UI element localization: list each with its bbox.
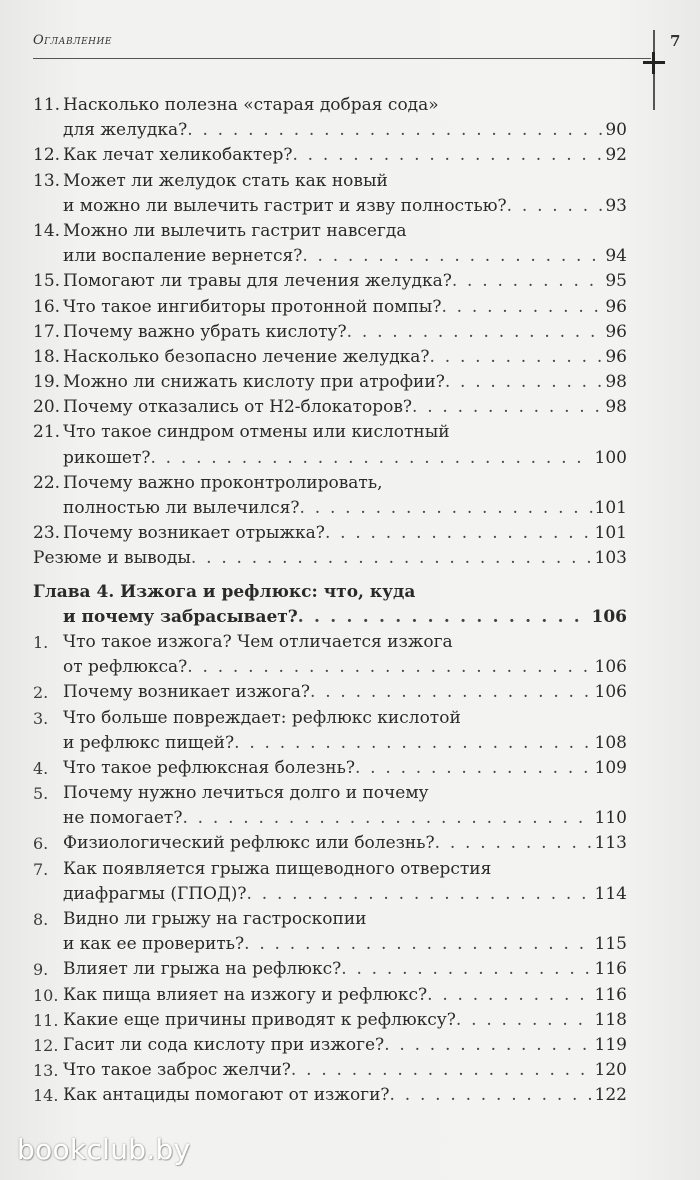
toc-page-number: 95	[605, 271, 627, 292]
toc-entry-text: Как появляется грыжа пищеводного отверстия	[63, 858, 492, 879]
toc-page-number: 96	[605, 296, 627, 317]
dot-leader	[234, 731, 592, 756]
toc-page-number: 106	[591, 606, 627, 627]
toc-entry-line	[33, 806, 627, 831]
toc-entry-text: Почему важно проконтролировать,	[63, 472, 383, 493]
toc-entry-text	[63, 1008, 627, 1033]
toc-entry-line	[33, 831, 627, 856]
dot-leader	[435, 831, 593, 856]
toc-entry-number: 9.	[33, 960, 49, 980]
toc-entry-text	[63, 605, 627, 630]
toc-entry-line	[33, 420, 627, 445]
toc-entry-line	[33, 345, 627, 370]
toc-entry-title: Что такое заброс желчи?	[63, 1060, 291, 1081]
toc-entry-text	[63, 244, 627, 269]
toc-entry-title: для желудка?	[63, 120, 188, 141]
toc-entry-text	[63, 1033, 627, 1058]
toc-entry-title: Почему возникает отрыжка?	[63, 523, 325, 544]
toc-entry-line	[33, 756, 627, 781]
toc-page-number: 100	[594, 447, 627, 468]
dot-leader	[355, 756, 593, 781]
toc-entry-line	[33, 1033, 627, 1058]
toc-entry-title: диафрагмы (ГПОД)?	[63, 883, 247, 904]
toc-entry-text	[63, 269, 627, 294]
dot-leader	[456, 1008, 593, 1033]
toc-entry-title: Какие еще причины приводят к рефлюксу?	[63, 1009, 456, 1030]
toc-entry-line	[33, 630, 627, 655]
toc-entry-text	[63, 345, 627, 370]
toc-entry-line	[33, 706, 627, 731]
toc-page-number: 106	[594, 657, 627, 678]
toc-entry-text: Насколько полезна «старая добрая сода»	[63, 95, 439, 115]
toc-entry-text: Можно ли вылечить гастрит навсегда	[63, 220, 407, 241]
toc-entry-number: 7.	[33, 859, 49, 879]
toc-page-number: 122	[594, 1085, 627, 1106]
toc-page-number: 98	[605, 397, 627, 418]
toc-entry-line	[33, 496, 627, 521]
dot-leader	[441, 295, 603, 320]
toc-page-number: 119	[594, 1034, 627, 1055]
toc-entry-line	[33, 521, 627, 546]
dot-leader	[244, 932, 592, 957]
toc-entry-text: Видно ли грыжу на гастроскопии	[63, 909, 367, 929]
toc-page-number: 110	[594, 808, 627, 829]
toc-entry-line	[33, 1008, 627, 1033]
dot-leader	[412, 395, 603, 420]
dot-leader	[302, 244, 603, 269]
toc-entry-title: и можно ли вылечить гастрит и язву полностью?	[63, 195, 507, 216]
spacer	[33, 572, 627, 580]
toc-entry-number: 23.	[33, 523, 61, 544]
toc-entry-number: 20.	[33, 397, 61, 418]
dot-leader	[452, 269, 604, 294]
dot-leader	[325, 521, 593, 546]
header-rule	[33, 58, 651, 59]
toc-entry-title: Насколько безопасно лечение желудка?	[63, 346, 430, 367]
toc-entry-line	[33, 143, 627, 168]
toc-entry-title: рикошет?	[63, 447, 151, 468]
toc-entry-text	[63, 882, 627, 907]
dot-leader	[182, 806, 592, 831]
toc-entry-title: Резюме и выводы	[33, 548, 191, 569]
toc-entry-line	[33, 655, 627, 680]
toc-entry-title: и рефлюкс пищей?	[63, 732, 235, 753]
toc-entry-title: Помогают ли травы для лечения желудка?	[63, 271, 452, 292]
toc-entry-number: 13.	[33, 1061, 59, 1081]
dot-leader	[390, 1083, 593, 1108]
toc-entry-line	[33, 932, 627, 957]
toc-page-number: 106	[594, 682, 627, 703]
toc-entry-text	[63, 680, 627, 705]
toc-entry-number: 14.	[33, 1086, 59, 1106]
dot-leader	[291, 1058, 593, 1083]
dot-leader	[247, 882, 593, 907]
toc-entry-number: 12.	[33, 145, 61, 166]
toc-page-number: 96	[605, 346, 627, 367]
toc-entry-number: 5.	[33, 784, 49, 804]
toc-entry-line	[33, 731, 627, 756]
toc-entry-number: 10.	[33, 985, 59, 1005]
toc-entry-number: 6.	[33, 834, 49, 854]
toc-entry-text	[63, 756, 627, 781]
toc-entry-number: 14.	[33, 220, 61, 241]
toc-page-number: 93	[605, 195, 627, 216]
dot-leader	[292, 143, 603, 168]
toc-entry-title: Как антациды помогают от изжоги?	[63, 1085, 390, 1106]
toc-entry-line	[33, 320, 627, 345]
toc-entry-line	[33, 169, 627, 194]
toc-entry-text	[63, 731, 627, 756]
toc-entry-number: 3.	[33, 708, 49, 728]
dot-leader	[347, 320, 604, 345]
toc-page-number: 109	[594, 757, 627, 778]
toc-entry-number: 17.	[33, 321, 61, 342]
toc-entry-line	[33, 1083, 627, 1108]
toc-entry-title: Что такое ингибиторы протонной помпы?	[63, 296, 442, 317]
toc-entry-text	[63, 194, 627, 219]
toc-entry-line	[33, 370, 627, 395]
running-title: Оглавление	[33, 33, 112, 48]
toc-entry-number: 12.	[33, 1035, 59, 1055]
toc-entry-text	[63, 395, 627, 420]
toc-entry-line	[33, 295, 627, 320]
toc-entry-line	[33, 882, 627, 907]
toc-entry-number: 11.	[33, 95, 61, 115]
toc-entry-number: 15.	[33, 271, 61, 292]
dot-leader	[430, 345, 604, 370]
toc-entry-number: 4.	[33, 758, 49, 778]
toc-entry-line	[33, 781, 627, 806]
toc-entry-number: 13.	[33, 170, 61, 191]
toc-entry-title: Как лечат хеликобактер?	[63, 145, 293, 166]
toc-page-number: 94	[605, 246, 627, 267]
toc-entry-line	[33, 244, 627, 269]
toc-entry-text: Что такое изжога? Чем отличается изжога	[63, 631, 453, 652]
toc-entry-line	[33, 446, 627, 471]
toc-entry-title: или воспаление вернется?	[63, 246, 303, 267]
toc-page-number: 101	[594, 523, 627, 544]
toc-entry-line	[33, 983, 627, 1008]
toc-entry-text	[63, 1058, 627, 1083]
toc-entry-number: 22.	[33, 472, 61, 493]
toc-entry-title: от рефлюкса?	[63, 657, 188, 678]
dot-leader	[300, 496, 593, 521]
toc-page-number: 90	[605, 120, 627, 141]
toc-page-number: 96	[605, 321, 627, 342]
toc-entry-line	[33, 580, 627, 605]
toc-entry-text: Что такое синдром отмены или кислотный	[63, 422, 450, 443]
toc-page-number: 115	[594, 934, 627, 955]
toc-entry-line	[33, 546, 627, 571]
toc-entry-number: 11.	[33, 1010, 59, 1030]
dot-leader	[191, 546, 593, 571]
toc-entry-line	[33, 471, 627, 496]
toc-page-number: 108	[594, 732, 627, 753]
dot-leader	[310, 680, 593, 705]
toc-entry-line	[33, 93, 627, 118]
toc-entry-number: 1.	[33, 632, 49, 652]
dot-leader	[427, 983, 592, 1008]
toc-entry-text	[63, 1083, 627, 1108]
toc-entry-line	[33, 269, 627, 294]
toc-entry-text: Почему нужно лечиться долго и почему	[63, 783, 429, 804]
toc-entry-text	[63, 295, 627, 320]
dot-leader	[507, 194, 604, 219]
toc-entry-line	[33, 395, 627, 420]
toc-entry-line	[33, 118, 627, 143]
toc-entry-title: Почему отказались от Н2-блокаторов?	[63, 397, 413, 418]
toc-entry-text	[63, 983, 627, 1008]
toc-entry-number: 18.	[33, 346, 61, 367]
toc-entry-title: полностью ли вылечился?	[63, 498, 300, 518]
toc-page-number: 116	[594, 984, 627, 1005]
toc-entry-line	[33, 194, 627, 219]
toc-entry-line	[33, 1058, 627, 1083]
toc-entry-text	[63, 320, 627, 345]
toc-entry-text: Что больше повреждает: рефлюкс кислотой	[63, 707, 461, 728]
toc-entry-text	[63, 496, 627, 521]
toc-page-number: 120	[594, 1060, 627, 1081]
toc-entry-text	[63, 370, 627, 395]
toc-entry-number: 19.	[33, 372, 61, 393]
watermark-text: bookclub.by	[17, 1133, 191, 1166]
toc-page-number: 116	[594, 959, 627, 980]
toc-entry-line	[33, 219, 627, 244]
toc-entry-title: Влияет ли грыжа на рефлюкс?	[63, 959, 342, 980]
toc-entry-line	[33, 907, 627, 932]
toc-page-number: 114	[594, 883, 627, 904]
dot-leader	[445, 370, 604, 395]
toc-entry-text	[33, 546, 627, 571]
toc-page-number: 113	[594, 833, 627, 854]
dot-leader	[150, 446, 592, 471]
toc-entry-title: Можно ли снижать кислоту при атрофии?	[63, 372, 445, 393]
toc-page-number: 118	[594, 1009, 627, 1030]
toc-entry-title: и почему забрасывает?	[63, 606, 298, 627]
toc-entry-text	[63, 957, 627, 982]
registration-cross-vertical	[652, 52, 655, 74]
toc-entry-line	[33, 857, 627, 882]
toc-entry-text	[63, 831, 627, 856]
toc-entry-title: и как ее проверить?	[63, 934, 245, 955]
toc-entry-number: 16.	[33, 296, 61, 317]
toc-entry-title: Физиологический рефлюкс или болезнь?	[63, 833, 435, 854]
page-number: 7	[670, 32, 681, 50]
toc-entry-text: Глава 4. Изжога и рефлюкс: что, куда	[33, 581, 416, 602]
toc-entry-line	[33, 957, 627, 982]
toc-entry-title: Как пища влияет на изжогу и рефлюкс?	[63, 984, 428, 1005]
toc-page-number: 101	[594, 498, 627, 518]
toc-entry-line	[33, 605, 627, 630]
toc-entry-title: не помогает?	[63, 808, 183, 829]
toc-entry-number: 2.	[33, 683, 49, 703]
toc-entry-text	[63, 118, 627, 143]
toc-entry-text	[63, 521, 627, 546]
toc-entry-number: 21.	[33, 422, 61, 443]
toc-entry-title: Гасит ли сода кислоту при изжоге?	[63, 1034, 385, 1055]
toc-entry-title: Что такое рефлюксная болезнь?	[63, 757, 355, 778]
toc-page-number: 103	[594, 548, 627, 569]
dot-leader	[187, 118, 603, 143]
dot-leader	[298, 605, 590, 630]
toc-entry-text	[63, 806, 627, 831]
toc-entry-text	[63, 932, 627, 957]
table-of-contents	[33, 93, 627, 1109]
toc-entry-line	[33, 680, 627, 705]
toc-entry-title: Почему возникает изжога?	[63, 682, 310, 703]
toc-page-number: 92	[605, 145, 627, 166]
toc-entry-text	[63, 143, 627, 168]
toc-entry-title: Почему важно убрать кислоту?	[63, 321, 347, 342]
dot-leader	[187, 655, 592, 680]
dot-leader	[341, 957, 592, 982]
toc-page-number: 98	[605, 372, 627, 393]
toc-entry-number: 8.	[33, 910, 49, 929]
toc-entry-text: Может ли желудок стать как новый	[63, 170, 388, 191]
dot-leader	[384, 1033, 592, 1058]
toc-entry-text	[63, 446, 627, 471]
toc-entry-text	[63, 655, 627, 680]
